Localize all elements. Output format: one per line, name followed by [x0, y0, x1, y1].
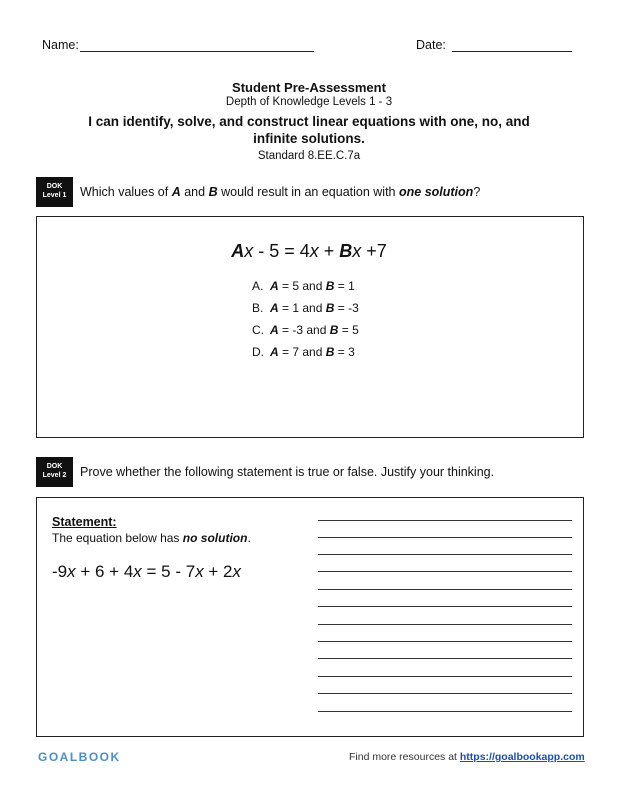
answer-line[interactable]: [318, 589, 572, 590]
footer-link[interactable]: https://goalbookapp.com: [459, 751, 585, 763]
learning-objective: I can identify, solve, and construct linear equations with one, no, and infinite solutions.: [88, 114, 530, 146]
option-and: and: [302, 345, 323, 359]
question-2-prompt: Prove whether the following statement is true or false. Justify your thinking.: [80, 465, 495, 479]
answer-option-a[interactable]: [252, 279, 355, 293]
option-var-a: A: [270, 279, 279, 293]
option-b-value: = 3: [337, 345, 355, 359]
answer-line[interactable]: [318, 658, 572, 659]
q1-var-a: A: [171, 185, 181, 199]
option-b-value: = 5: [341, 323, 359, 337]
question-1-prompt: [80, 185, 480, 199]
answer-line[interactable]: [318, 537, 572, 538]
eq-part: -9: [52, 562, 68, 581]
answer-option-b[interactable]: [252, 301, 359, 315]
statement-label: Statement:: [52, 515, 117, 529]
dok-level-1-badge: [36, 177, 73, 207]
option-var-a: A: [270, 345, 279, 359]
option-var-a: A: [270, 301, 279, 315]
option-var-a: A: [270, 323, 279, 337]
footer-label: Find more resources at: [349, 751, 457, 763]
answer-option-d[interactable]: [252, 345, 355, 359]
eq-var-b: B: [339, 241, 353, 261]
eq-part: = 5 - 7: [141, 562, 196, 581]
question-2-equation: [52, 562, 241, 582]
name-label: Name:: [42, 38, 79, 52]
eq-x: x: [133, 562, 142, 581]
answer-line[interactable]: [318, 641, 572, 642]
option-var-b: B: [325, 279, 335, 293]
answer-line[interactable]: [318, 676, 572, 677]
footer-text: [349, 751, 585, 763]
name-field-line[interactable]: [80, 51, 314, 52]
q1-emphasis: one solution: [399, 185, 474, 199]
dok-range: Depth of Knowledge Levels 1 - 3: [225, 96, 393, 108]
option-b-value: = 1: [337, 279, 355, 293]
answer-line[interactable]: [318, 520, 572, 521]
option-var-b: B: [329, 323, 339, 337]
date-field-line[interactable]: [452, 51, 572, 52]
dok-badge-top: DOK: [46, 183, 63, 190]
option-and: and: [306, 323, 327, 337]
answer-line[interactable]: [318, 693, 572, 694]
eq-part: + 6 + 4: [75, 562, 134, 581]
option-letter: B.: [252, 301, 264, 315]
option-a-value: = 5: [282, 279, 300, 293]
eq-x: x: [352, 241, 362, 261]
statement-emphasis: no solution: [182, 531, 248, 545]
eq-part: +: [318, 241, 340, 261]
statement-text: [52, 531, 251, 545]
eq-part: + 2: [203, 562, 233, 581]
statement-end: .: [247, 531, 251, 545]
dok-badge-bottom: Level 2: [42, 472, 67, 479]
eq-x: x: [309, 241, 319, 261]
statement-pre: The equation below has: [52, 531, 180, 545]
eq-var-a: A: [231, 241, 245, 261]
answer-line[interactable]: [318, 571, 572, 572]
answer-line[interactable]: [318, 554, 572, 555]
option-b-value: = -3: [337, 301, 359, 315]
q1-var-b: B: [208, 185, 218, 199]
answer-option-c[interactable]: [252, 323, 359, 337]
date-label: Date:: [416, 38, 446, 52]
option-a-value: = 1: [282, 301, 300, 315]
answer-line[interactable]: [318, 606, 572, 607]
option-and: and: [302, 279, 323, 293]
q1-and: and: [184, 185, 206, 199]
option-a-value: = -3: [282, 323, 304, 337]
option-letter: D.: [252, 345, 264, 359]
eq-part: +7: [361, 241, 387, 261]
option-letter: C.: [252, 323, 264, 337]
eq-x: x: [244, 241, 254, 261]
eq-x: x: [67, 562, 76, 581]
q1-prompt-end: ?: [473, 185, 481, 199]
q1-prompt-pre: Which values of: [80, 185, 169, 199]
option-a-value: = 7: [282, 345, 300, 359]
answer-line[interactable]: [318, 624, 572, 625]
eq-part: - 5 = 4: [253, 241, 310, 261]
goalbook-logo: GOALBOOK: [38, 750, 121, 764]
option-and: and: [302, 301, 323, 315]
dok-level-2-badge: [36, 457, 73, 487]
dok-badge-bottom: Level 1: [42, 192, 67, 199]
option-letter: A.: [252, 279, 264, 293]
answer-line[interactable]: [318, 711, 572, 712]
q1-prompt-mid: would result in an equation with: [221, 185, 396, 199]
dok-badge-top: DOK: [46, 463, 63, 470]
page-title: Student Pre-Assessment: [232, 80, 386, 95]
option-var-b: B: [325, 345, 335, 359]
option-var-b: B: [325, 301, 335, 315]
standard-label: Standard 8.EE.C.7a: [257, 150, 361, 162]
eq-x: x: [232, 562, 242, 581]
question-1-equation: [0, 241, 618, 262]
eq-x: x: [195, 562, 204, 581]
